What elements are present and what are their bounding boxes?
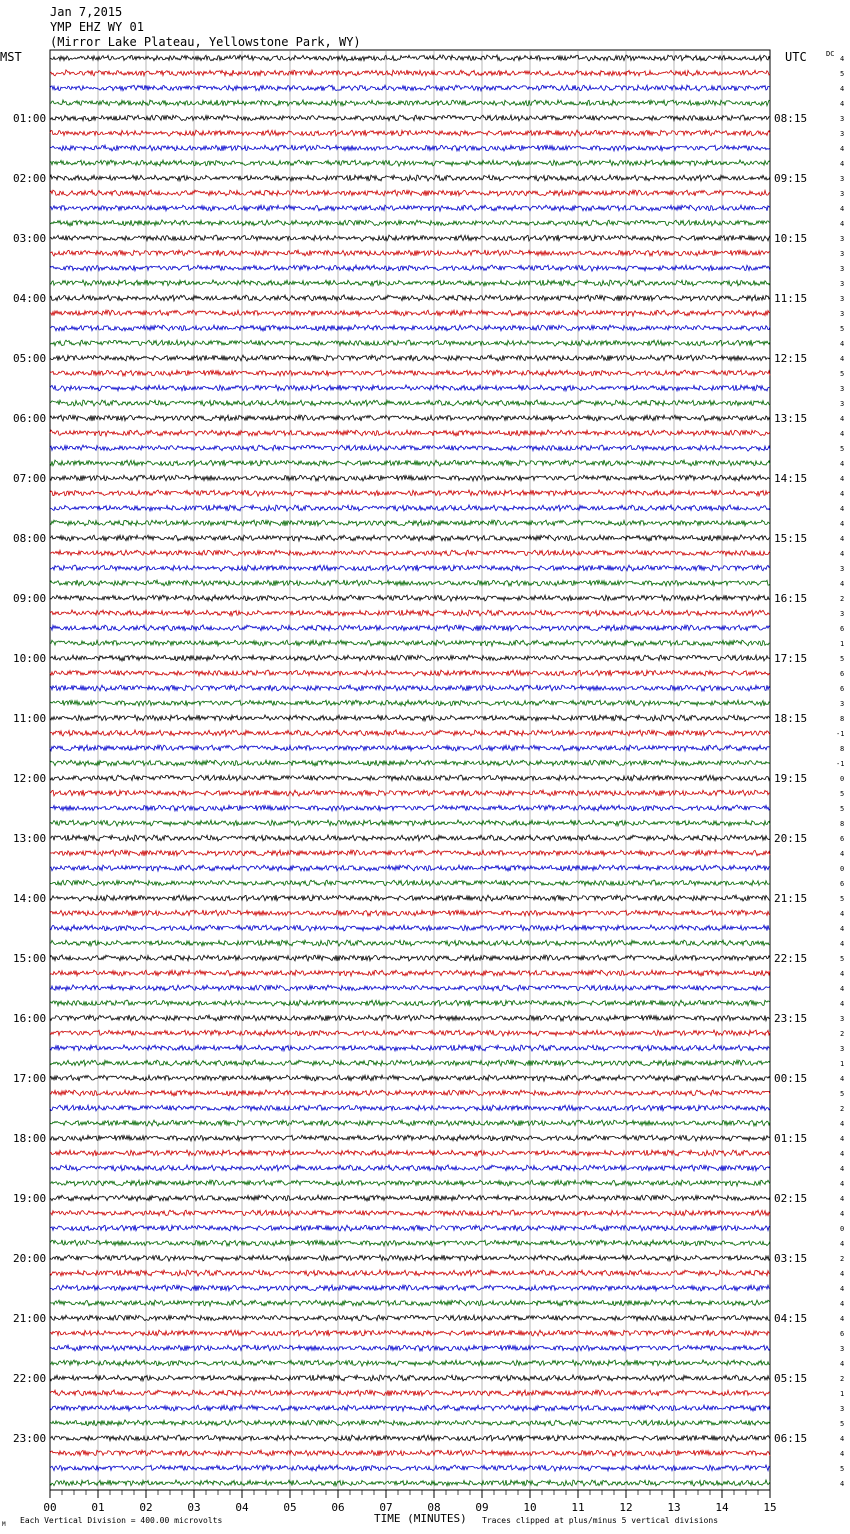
seismic-trace-60	[50, 940, 770, 946]
left-time-label: 08:00	[13, 532, 47, 545]
seismic-trace-44	[50, 700, 770, 706]
seismic-trace-30	[50, 490, 770, 496]
seismic-trace-31	[50, 505, 770, 511]
dc-offset-label: 4	[840, 1435, 845, 1443]
seismic-trace-38	[50, 610, 770, 616]
seismic-trace-65	[50, 1015, 770, 1021]
dc-offset-label: 5	[840, 325, 845, 333]
right-time-label: 20:15	[774, 832, 808, 845]
right-time-label: 17:15	[774, 652, 808, 665]
seismic-trace-85	[50, 1315, 770, 1321]
right-time-label: 06:15	[774, 1432, 808, 1445]
dc-offset-label: 8	[840, 820, 845, 828]
seismic-trace-82	[50, 1270, 770, 1276]
seismic-trace-45	[50, 715, 770, 721]
dc-offset-label: 8	[840, 715, 845, 723]
dc-offset-label: 3	[840, 175, 845, 183]
dc-offset-label: 5	[840, 955, 845, 963]
dc-offset-label: 3	[840, 1405, 845, 1413]
dc-offset-label: 4	[840, 940, 845, 948]
right-time-labels	[774, 112, 807, 1445]
seismic-traces	[50, 55, 770, 1486]
dc-offset-label: 0	[840, 865, 845, 873]
right-time-label: 03:15	[774, 1252, 808, 1265]
dc-offset-label: 3	[840, 565, 845, 573]
dc-offset-label: 6	[840, 685, 845, 693]
right-time-label: 12:15	[774, 352, 808, 365]
dc-offset-label: 0	[840, 775, 845, 783]
left-time-label: 01:00	[13, 112, 47, 125]
dc-offset-label: 4	[840, 1315, 845, 1323]
x-axis	[43, 1490, 776, 1514]
seismic-trace-93	[50, 1435, 770, 1441]
left-time-label: 23:00	[13, 1432, 47, 1445]
dc-offset-label: 4	[840, 580, 845, 588]
seismic-trace-8	[50, 160, 770, 166]
dc-offset-label: 4	[840, 100, 845, 108]
seismic-trace-24	[50, 400, 770, 406]
seismic-trace-63	[50, 985, 770, 991]
dc-offset-label: 5	[840, 805, 845, 813]
seismic-trace-91	[50, 1405, 770, 1411]
dc-offset-label: 4	[840, 490, 845, 498]
x-tick-label: 04	[235, 1501, 249, 1514]
seismic-trace-4	[50, 100, 770, 106]
seismic-trace-52	[50, 820, 770, 826]
left-time-label: 17:00	[13, 1072, 47, 1085]
corner-mark: M	[2, 1521, 6, 1528]
dc-offset-label: 2	[840, 1255, 845, 1263]
left-time-labels	[13, 112, 46, 1445]
seismic-trace-10	[50, 190, 770, 196]
dc-offset-label: 5	[840, 1090, 845, 1098]
seismic-trace-22	[50, 370, 770, 376]
station-code: YMP EHZ WY 01	[50, 20, 144, 34]
dc-offset-label: 6	[840, 670, 845, 678]
seismic-trace-17	[50, 295, 770, 301]
dc-offset-label: 4	[840, 1150, 845, 1158]
dc-offset-label: 4	[840, 85, 845, 93]
seismic-trace-73	[50, 1135, 770, 1141]
dc-offset-label: 4	[840, 925, 845, 933]
seismic-trace-87	[50, 1345, 770, 1351]
seismic-trace-34	[50, 550, 770, 556]
right-time-label: 22:15	[774, 952, 808, 965]
right-time-label: 08:15	[774, 112, 808, 125]
dc-offset-label: 6	[840, 835, 845, 843]
left-time-label: 19:00	[13, 1192, 47, 1205]
seismic-trace-1	[50, 55, 770, 61]
right-time-label: 23:15	[774, 1012, 808, 1025]
seismic-trace-25	[50, 415, 770, 421]
right-time-label: 15:15	[774, 532, 808, 545]
dc-offset-label: 4	[840, 205, 845, 213]
seismic-trace-39	[50, 625, 770, 631]
dc-offset-label: 5	[840, 895, 845, 903]
seismic-trace-3	[50, 85, 770, 91]
seismic-trace-19	[50, 325, 770, 331]
dc-offset-label: 3	[840, 265, 845, 273]
dc-offset-labels	[836, 55, 844, 1488]
seismic-trace-74	[50, 1150, 770, 1156]
seismic-trace-70	[50, 1090, 770, 1096]
left-time-label: 16:00	[13, 1012, 47, 1025]
left-time-label: 11:00	[13, 712, 47, 725]
dc-offset-label: 3	[840, 310, 845, 318]
scale-note: Each Vertical Division = 400.00 microvolts	[20, 1516, 223, 1525]
dc-offset-label: 4	[840, 1180, 845, 1188]
x-tick-label: 13	[667, 1501, 681, 1514]
dc-offset-label: 4	[840, 1450, 845, 1458]
dc-offset-label: 4	[840, 550, 845, 558]
seismic-trace-50	[50, 790, 770, 796]
seismic-trace-42	[50, 670, 770, 676]
left-timezone-label: MST	[0, 50, 22, 64]
seismic-trace-47	[50, 745, 770, 751]
left-time-label: 03:00	[13, 232, 47, 245]
dc-offset-label: 4	[840, 160, 845, 168]
dc-offset-label: 1	[840, 640, 845, 648]
dc-offset-label: 5	[840, 70, 845, 78]
x-tick-label: 03	[187, 1501, 201, 1514]
dc-offset-label: 0	[840, 1225, 845, 1233]
dc-offset-label: 5	[840, 1465, 845, 1473]
dc-offset-label: 4	[840, 145, 845, 153]
dc-offset-label: 6	[840, 1330, 845, 1338]
x-tick-label: 05	[283, 1501, 297, 1514]
seismic-trace-55	[50, 865, 770, 871]
seismic-trace-72	[50, 1120, 770, 1126]
seismic-trace-68	[50, 1060, 770, 1066]
seismic-trace-14	[50, 250, 770, 256]
dc-offset-label: 5	[840, 790, 845, 798]
x-tick-label: 07	[379, 1501, 393, 1514]
seismic-trace-59	[50, 925, 770, 931]
dc-offset-label: 2	[840, 1105, 845, 1113]
dc-offset-label: 4	[840, 55, 845, 63]
left-time-label: 06:00	[13, 412, 47, 425]
dc-offset-label: 4	[840, 1120, 845, 1128]
dc-offset-label: 4	[840, 1195, 845, 1203]
seismic-trace-13	[50, 235, 770, 241]
dc-offset-label: 3	[840, 190, 845, 198]
dc-offset-label: 4	[840, 355, 845, 363]
seismic-trace-57	[50, 895, 770, 901]
seismic-trace-90	[50, 1390, 770, 1396]
dc-offset-label: 2	[840, 1030, 845, 1038]
dc-offset-label: 8	[840, 745, 845, 753]
dc-offset-label: 3	[840, 295, 845, 303]
seismic-trace-94	[50, 1450, 770, 1456]
dc-offset-label: -1	[836, 730, 845, 738]
seismic-trace-77	[50, 1195, 770, 1201]
right-time-label: 18:15	[774, 712, 808, 725]
seismic-trace-6	[50, 130, 770, 136]
dc-offset-label: 4	[840, 1285, 845, 1293]
seismic-trace-21	[50, 355, 770, 361]
x-tick-label: 14	[715, 1501, 729, 1514]
seismic-trace-40	[50, 640, 770, 646]
seismic-trace-95	[50, 1465, 770, 1471]
x-tick-label: 09	[475, 1501, 489, 1514]
right-time-label: 01:15	[774, 1132, 808, 1145]
left-time-label: 22:00	[13, 1372, 47, 1385]
dc-offset-label: 4	[840, 1270, 845, 1278]
right-time-label: 19:15	[774, 772, 808, 785]
seismic-trace-23	[50, 385, 770, 391]
seismic-trace-54	[50, 850, 770, 856]
seismic-trace-67	[50, 1045, 770, 1051]
x-tick-label: 02	[139, 1501, 153, 1514]
dc-offset-label: -1	[836, 760, 845, 768]
seismic-trace-15	[50, 265, 770, 271]
seismic-trace-76	[50, 1180, 770, 1186]
dc-offset-label: 4	[840, 220, 845, 228]
chart-date: Jan 7,2015	[50, 5, 123, 19]
dc-offset-label: 5	[840, 655, 845, 663]
dc-offset-label: 4	[840, 1360, 845, 1368]
x-tick-label: 00	[43, 1501, 57, 1514]
seismic-trace-51	[50, 805, 770, 811]
seismic-trace-11	[50, 205, 770, 211]
seismic-trace-75	[50, 1165, 770, 1171]
seismic-trace-2	[50, 70, 770, 76]
dc-offset-label: 3	[840, 400, 845, 408]
seismic-trace-92	[50, 1420, 770, 1426]
seismic-trace-9	[50, 175, 770, 181]
right-time-label: 10:15	[774, 232, 808, 245]
dc-offset-label: 2	[840, 1375, 845, 1383]
right-time-label: 04:15	[774, 1312, 808, 1325]
left-time-label: 18:00	[13, 1132, 47, 1145]
seismic-trace-37	[50, 595, 770, 601]
dc-offset-label: 6	[840, 625, 845, 633]
left-time-label: 02:00	[13, 172, 47, 185]
dc-offset-label: 4	[840, 970, 845, 978]
right-time-label: 11:15	[774, 292, 808, 305]
right-time-label: 00:15	[774, 1072, 808, 1085]
dc-offset-label: 4	[840, 535, 845, 543]
x-tick-label: 10	[523, 1501, 537, 1514]
station-location: (Mirror Lake Plateau, Yellowstone Park, WY)	[50, 35, 361, 49]
x-axis-title: TIME (MINUTES)	[374, 1512, 467, 1525]
dc-offset-label: 4	[840, 1135, 845, 1143]
seismic-trace-89	[50, 1375, 770, 1381]
dc-offset-label: 4	[840, 475, 845, 483]
seismic-trace-88	[50, 1360, 770, 1366]
clip-note: Traces clipped at plus/minus 5 vertical divisions	[482, 1516, 719, 1525]
left-time-label: 10:00	[13, 652, 47, 665]
seismic-trace-7	[50, 145, 770, 151]
dc-offset-label: 4	[840, 1240, 845, 1248]
dc-offset-label: 4	[840, 520, 845, 528]
seismic-trace-29	[50, 475, 770, 481]
left-time-label: 15:00	[13, 952, 47, 965]
x-tick-label: 12	[619, 1501, 633, 1514]
seismic-trace-43	[50, 685, 770, 691]
dc-offset-label: 1	[840, 1390, 845, 1398]
dc-offset-label: 3	[840, 385, 845, 393]
dc-offset-label: 4	[840, 1480, 845, 1488]
dc-offset-label: 3	[840, 1345, 845, 1353]
dc-offset-label: 4	[840, 505, 845, 513]
seismic-trace-26	[50, 430, 770, 436]
seismic-trace-20	[50, 340, 770, 346]
seismic-trace-16	[50, 280, 770, 286]
seismic-trace-69	[50, 1075, 770, 1081]
dc-offset-label: 3	[840, 130, 845, 138]
seismic-trace-49	[50, 775, 770, 781]
seismic-trace-53	[50, 835, 770, 841]
seismic-trace-41	[50, 655, 770, 661]
dc-offset-label: 4	[840, 1000, 845, 1008]
dc-offset-label: 3	[840, 115, 845, 123]
dc-offset-label: 4	[840, 1165, 845, 1173]
dc-offset-label: 4	[840, 1075, 845, 1083]
seismic-trace-58	[50, 910, 770, 916]
right-timezone-label: UTC	[785, 50, 807, 64]
dc-offset-label: 3	[840, 1045, 845, 1053]
seismic-trace-5	[50, 115, 770, 121]
x-tick-label: 06	[331, 1501, 345, 1514]
dc-offset-label: 4	[840, 415, 845, 423]
seismic-trace-28	[50, 460, 770, 466]
x-tick-label: 01	[91, 1501, 105, 1514]
dc-offset-label: 2	[840, 595, 845, 603]
dc-offset-label: 4	[840, 1300, 845, 1308]
dc-offset-label: 5	[840, 370, 845, 378]
dc-offset-label: 3	[840, 1015, 845, 1023]
seismic-trace-86	[50, 1330, 770, 1336]
dc-offset-label: 4	[840, 910, 845, 918]
right-time-label: 05:15	[774, 1372, 808, 1385]
seismic-trace-33	[50, 535, 770, 541]
left-time-label: 09:00	[13, 592, 47, 605]
right-time-label: 14:15	[774, 472, 808, 485]
right-time-label: 02:15	[774, 1192, 808, 1205]
seismic-trace-96	[50, 1480, 770, 1486]
seismic-trace-62	[50, 970, 770, 976]
dc-offset-label: 4	[840, 850, 845, 858]
left-time-label: 12:00	[13, 772, 47, 785]
right-time-label: 21:15	[774, 892, 808, 905]
left-time-label: 20:00	[13, 1252, 47, 1265]
dc-offset-label: 4	[840, 430, 845, 438]
seismic-trace-66	[50, 1030, 770, 1036]
dc-offset-label: 4	[840, 1210, 845, 1218]
dc-offset-label: 3	[840, 235, 845, 243]
seismic-trace-84	[50, 1300, 770, 1306]
left-time-label: 04:00	[13, 292, 47, 305]
dc-offset-label: 4	[840, 985, 845, 993]
left-time-label: 07:00	[13, 472, 47, 485]
dc-offset-label: 5	[840, 445, 845, 453]
x-tick-label: 11	[571, 1501, 585, 1514]
x-tick-label: 08	[427, 1501, 441, 1514]
seismic-trace-12	[50, 220, 770, 226]
dc-offset-label: 3	[840, 700, 845, 708]
left-time-label: 13:00	[13, 832, 47, 845]
seismic-trace-80	[50, 1240, 770, 1246]
seismic-trace-18	[50, 310, 770, 316]
left-time-label: 05:00	[13, 352, 47, 365]
dc-header-label: DC	[826, 50, 835, 58]
dc-offset-label: 3	[840, 610, 845, 618]
seismic-trace-35	[50, 565, 770, 571]
seismic-trace-78	[50, 1210, 770, 1216]
seismic-trace-61	[50, 955, 770, 961]
dc-offset-label: 1	[840, 1060, 845, 1068]
right-time-label: 09:15	[774, 172, 808, 185]
seismic-trace-71	[50, 1105, 770, 1111]
seismic-trace-36	[50, 580, 770, 586]
right-time-label: 16:15	[774, 592, 808, 605]
x-tick-label: 15	[763, 1501, 777, 1514]
seismic-trace-32	[50, 520, 770, 526]
seismic-trace-27	[50, 445, 770, 451]
seismic-trace-79	[50, 1225, 770, 1231]
seismic-trace-48	[50, 760, 770, 766]
dc-offset-label: 5	[840, 1420, 845, 1428]
seismic-trace-83	[50, 1285, 770, 1291]
dc-offset-label: 3	[840, 250, 845, 258]
dc-offset-label: 4	[840, 460, 845, 468]
dc-offset-label: 6	[840, 880, 845, 888]
dc-offset-label: 4	[840, 340, 845, 348]
left-time-label: 21:00	[13, 1312, 47, 1325]
right-time-label: 13:15	[774, 412, 808, 425]
seismic-trace-81	[50, 1255, 770, 1261]
left-time-label: 14:00	[13, 892, 47, 905]
seismic-trace-56	[50, 880, 770, 886]
dc-offset-label: 3	[840, 280, 845, 288]
seismic-trace-64	[50, 1000, 770, 1006]
seismic-trace-46	[50, 730, 770, 736]
